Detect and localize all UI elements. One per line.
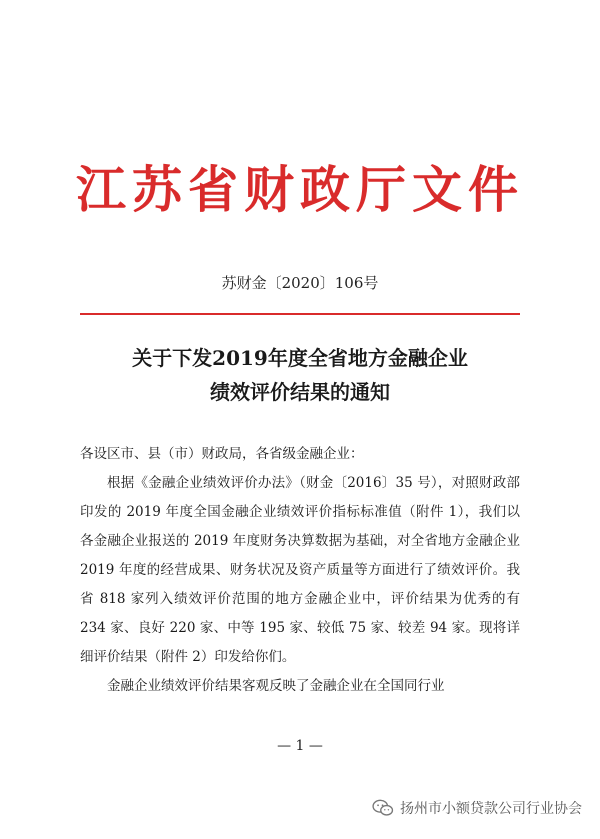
red-divider: [80, 313, 520, 315]
document-body: [80, 440, 520, 701]
watermark: [372, 798, 582, 818]
letterhead: 江苏省财政厅文件: [76, 160, 524, 219]
document-number: 苏财金〔2020〕106号: [221, 274, 379, 292]
watermark-text: 扬州市小额贷款公司行业协会: [400, 801, 582, 817]
document-title: [0, 341, 600, 409]
paragraph-1: 根据《金融企业绩效评价办法》（财金〔2016〕35 号），对照财政部印发的 2019 年度全国金融企业绩效评价指标标准值（附件 1），我们以各金融企业报送的 2019 年度财务决算数据为基础，对全省地方金融企业 2019 年度的经营成果、财务状况及资产质量等方面进行了绩效评价。我省 818 家列入绩效评价范围的地方金融企业中，评价结果为优秀的有 234 家、良好 220 家、中等 195 家、较低 75 家、较差 94 家。现将详细评价结果（附件 2）印发给你们。: [80, 475, 520, 665]
title-line-2: 绩效评价结果的通知: [210, 380, 390, 404]
addressee: 各设区市、县（市）财政局，各省级金融企业：: [80, 446, 364, 462]
title-line-1: 关于下发2019年度全省地方金融企业: [132, 346, 468, 370]
paragraph-2: 金融企业绩效评价结果客观反映了金融企业在全国同行业: [107, 678, 445, 694]
wechat-icon: [372, 799, 394, 817]
page-number: — 1 —: [277, 738, 323, 754]
